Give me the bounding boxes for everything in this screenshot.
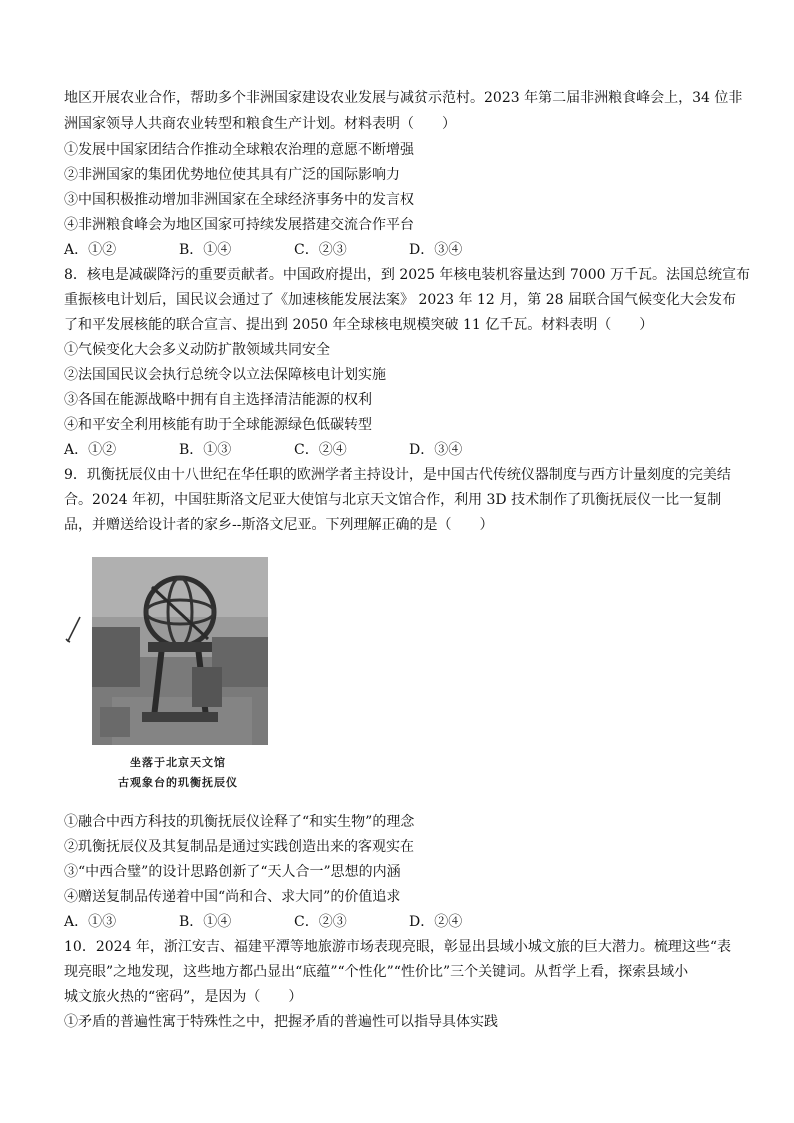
option-b[interactable]: B．①④ xyxy=(179,914,232,930)
text-line: 地区开展农业合作，帮助多个非洲国家建设农业发展与减贫示范村。2023 年第二届非洲粮食峰会上，34 位非 xyxy=(64,90,743,106)
question-8-text: 重振核电计划后，国民议会通过了《加速核能发展法案》 2023 年 12 月，第 28 届联合国气候变化大会发布 xyxy=(64,292,736,308)
question-9-text: 品，并赠送给设计者的家乡--斯洛文尼亚。下列理解正确的是（ ） xyxy=(64,517,494,533)
armillary-sphere-photo xyxy=(92,557,268,745)
statement-2: ②玑衡抚辰仪及其复制品是通过实践创造出来的客观实在 xyxy=(64,839,414,855)
question-8-text: 8．核电是减碳降污的重要贡献者。中国政府提出，到 2025 年核电装机容量达到 7000 万千瓦。法国总统宣布 xyxy=(64,267,750,283)
option-a[interactable]: A．①② xyxy=(64,442,117,458)
option-c[interactable]: C．②③ xyxy=(294,914,347,930)
statement-2: ②法国国民议会执行总统令以立法保障核电计划实施 xyxy=(64,367,386,383)
statement-3: ③各国在能源战略中拥有自主选择清洁能源的权利 xyxy=(64,392,372,408)
question-10-text: 城文旅火热的“密码”，是因为（ ） xyxy=(64,989,303,1005)
option-a[interactable]: A．①② xyxy=(64,242,117,258)
statement-4: ④和平安全利用核能有助于全球能源绿色低碳转型 xyxy=(64,417,372,433)
figure-caption-line-1: 坐落于北京天文馆 xyxy=(130,756,226,769)
option-d[interactable]: D．③④ xyxy=(409,242,463,258)
statement-1: ①融合中西方科技的玑衡抚辰仪诠释了“和实生物”的理念 xyxy=(64,814,415,830)
question-9-text: 9．玑衡抚辰仪由十八世纪在华任职的欧洲学者主持设计，是中国古代传统仪器制度与西方计量刻度的完美结 xyxy=(64,467,731,483)
option-a[interactable]: A．①③ xyxy=(64,914,117,930)
armillary-sphere-icon xyxy=(92,557,268,745)
statement-3: ③“中西合璧”的设计思路创新了“天人合一”思想的内涵 xyxy=(64,864,401,880)
option-b[interactable]: B．①③ xyxy=(179,442,232,458)
answer-options-q9 xyxy=(64,912,524,932)
question-10-text: 现亮眼”之地发现，这些地方都凸显出“底蕴”“个性化”“性价比”三个关键词。从哲学上看，探索县域小 xyxy=(64,964,689,980)
answer-options-q8 xyxy=(64,440,524,460)
question-10-text: 10．2024 年，浙江安吉、福建平潭等地旅游市场表现亮眼，彰显出县域小城文旅的巨大潜力。梳理这些“表 xyxy=(64,939,732,955)
statement-4: ④赠送复制品传递着中国“尚和合、求大同”的价值追求 xyxy=(64,889,401,905)
figure-caption-line-2: 古观象台的玑衡抚辰仪 xyxy=(118,776,238,789)
option-d[interactable]: D．②④ xyxy=(409,914,463,930)
statement-1: ①发展中国家团结合作推动全球粮农治理的意愿不断增强 xyxy=(64,142,414,158)
statement-1: ①矛盾的普遍性寓于特殊性之中，把握矛盾的普遍性可以指导具体实践 xyxy=(64,1014,498,1030)
statement-1: ①气候变化大会多义动防扩散领域共同安全 xyxy=(64,342,330,358)
pen-mark-icon xyxy=(62,615,86,645)
statement-2: ②非洲国家的集团优势地位使其具有广泛的国际影响力 xyxy=(64,167,400,183)
question-9-text: 合。2024 年初，中国驻斯洛文尼亚大使馆与北京天文馆合作，利用 3D 技术制作了玑衡抚辰仪一比一复制 xyxy=(64,492,722,508)
question-8-text: 了和平发展核能的联合宣言、提出到 2050 年全球核电规模突破 11 亿千瓦。材料表明（ ） xyxy=(64,317,654,333)
option-b[interactable]: B．①④ xyxy=(179,242,232,258)
option-c[interactable]: C．②④ xyxy=(294,442,347,458)
option-d[interactable]: D．③④ xyxy=(409,442,463,458)
statement-4: ④非洲粮食峰会为地区国家可持续发展搭建交流合作平台 xyxy=(64,217,414,233)
statement-3: ③中国积极推动增加非洲国家在全球经济事务中的发言权 xyxy=(64,192,414,208)
option-c[interactable]: C．②③ xyxy=(294,242,347,258)
text-line: 洲国家领导人共商农业转型和粮食生产计划。材料表明（ ） xyxy=(64,116,456,132)
answer-options-q7 xyxy=(64,240,524,260)
